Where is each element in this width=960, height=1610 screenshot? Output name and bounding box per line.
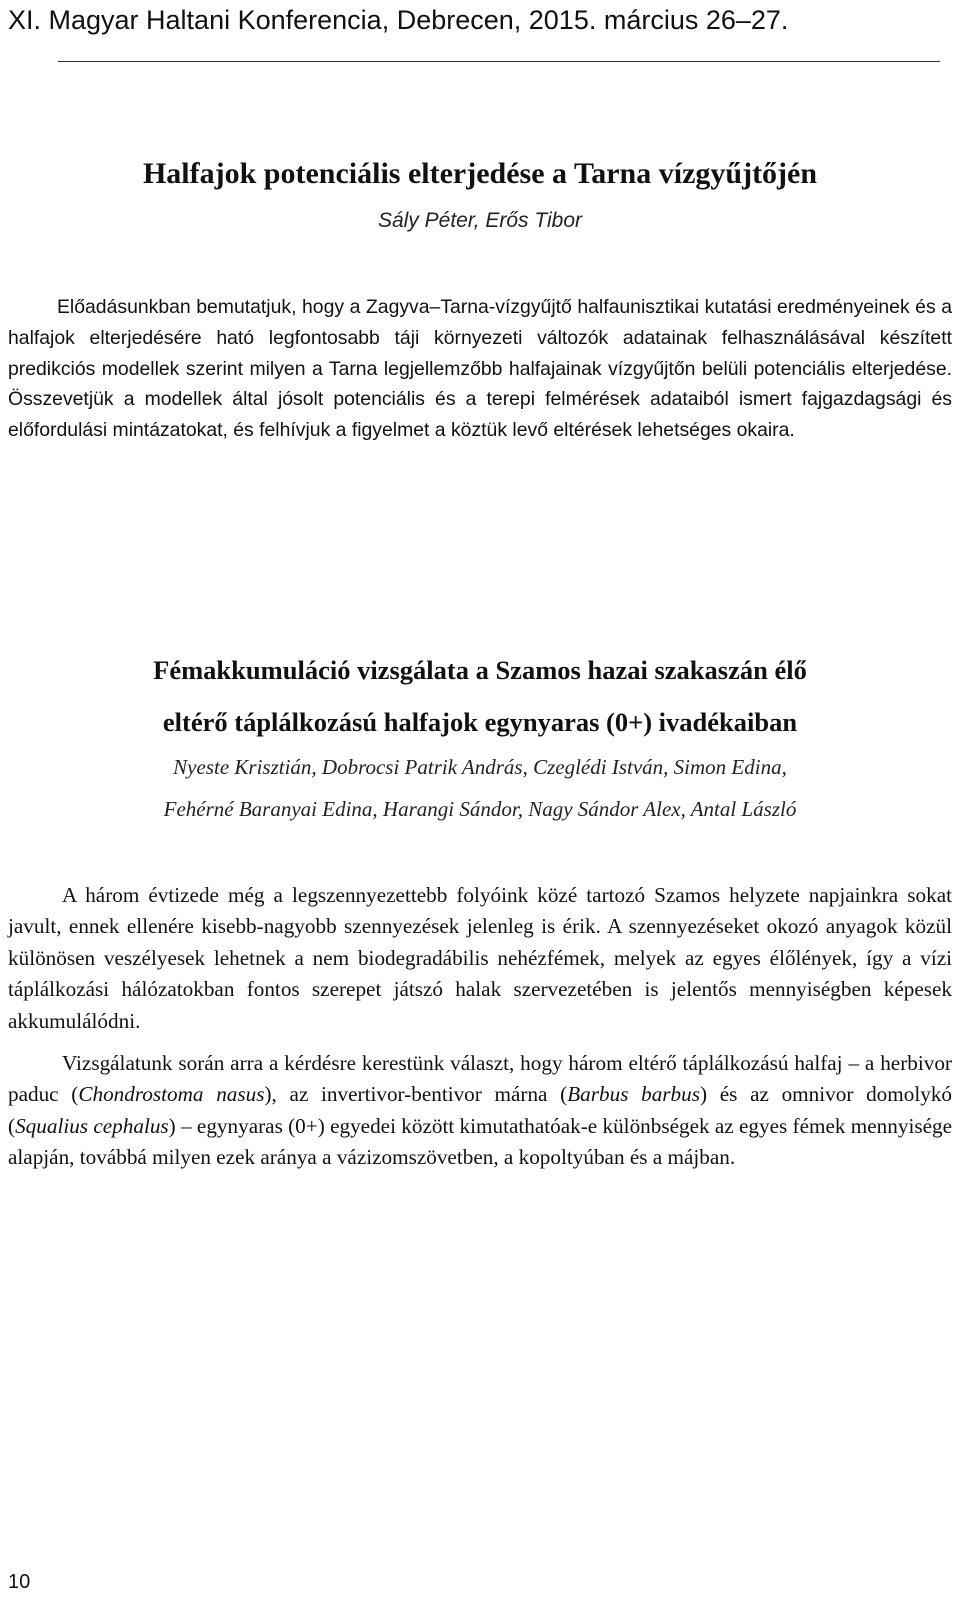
- header-rule: [58, 61, 940, 62]
- article2-body: [8, 880, 952, 1174]
- species-name-squalius: Squalius cephalus: [15, 1113, 169, 1138]
- page-number: 10: [8, 1571, 31, 1593]
- paragraph2-text: ) – egynyaras (0+) egyedei között kimutathatóak-e különbségek az egyes fémek mennyisége alapján, továbbá milyen ezek aránya a vázizomszövetben, a kopoltyúban és a májban.: [8, 1113, 952, 1170]
- species-name-chondrostoma: Chondrostoma nasus: [78, 1082, 265, 1107]
- species-name-barbus: Barbus barbus: [567, 1082, 700, 1107]
- article1-authors: Sály Péter, Erős Tibor: [377, 209, 583, 232]
- paragraph2-text: ), az invertivor-bentivor márna (: [264, 1082, 568, 1107]
- article2-authors-line1: Nyeste Krisztián, Dobrocsi Patrik András, Czeglédi István, Simon Edina,: [173, 755, 787, 779]
- article2-title-line2: eltérő táplálkozású halfajok egynyaras (0+) ivadékaiban: [162, 707, 798, 737]
- article2-title-line1: Fémakkumuláció vizsgálata a Szamos hazai szakaszán élő: [153, 655, 807, 685]
- article1-title: Halfajok potenciális elterjedése a Tarna vízgyűjtőjén: [142, 157, 818, 190]
- article2-paragraph1: A három évtizede még a legszennyezettebb folyóink közé tartozó Szamos helyzete napjainkra sokat javult, ennek ellenére kisebb-nagyobb szennyezések jelenleg is érik. A szennyezéseket okozó anyagok közül különösen veszélyesek lehetnek a nem biodegradábilis nehézfémek, melyek az egyes élőlények, így a vízi táplálkozási hálózatokban fontos szerepet játszó halak szervezetében is jelentős mennyiségben képesek akkumulálódni.: [8, 883, 952, 1033]
- article2-paragraph2: [8, 1048, 952, 1174]
- conference-header: XI. Magyar Haltani Konferencia, Debrecen, 2015. március 26–27.: [8, 5, 789, 35]
- article2-authors-line2: Fehérné Baranyai Edina, Harangi Sándor, Nagy Sándor Alex, Antal László: [163, 797, 797, 821]
- paragraph2-text: Vizsgálatunk során arra a kérdésre kerestünk választ, hogy három eltérő táplálkozású halfaj – a herbivor paduc (: [8, 1051, 952, 1107]
- paragraph2-text: ) és az omnivor domolykó (: [8, 1082, 953, 1138]
- article1-abstract: Előadásunkban bemutatjuk, hogy a Zagyva–Tarna-vízgyűjtő halfaunisztikai kutatási eredményeinek és a halfajok elterjedésére ható legfontosabb táji környezeti változók adatainak felhasználásával készített predikciós modellek szerint milyen a Tarna legjellemzőbb halfajainak vízgyűjtőn belüli potenciális elterjedése. Összevetjük a modellek által jósolt potenciális és a terepi felmérések adataiból ismert fajgazdagsági és előfordulási mintázatokat, és felhívjuk a figyelmet a köztük levő eltérések lehetséges okaira.: [8, 296, 952, 442]
